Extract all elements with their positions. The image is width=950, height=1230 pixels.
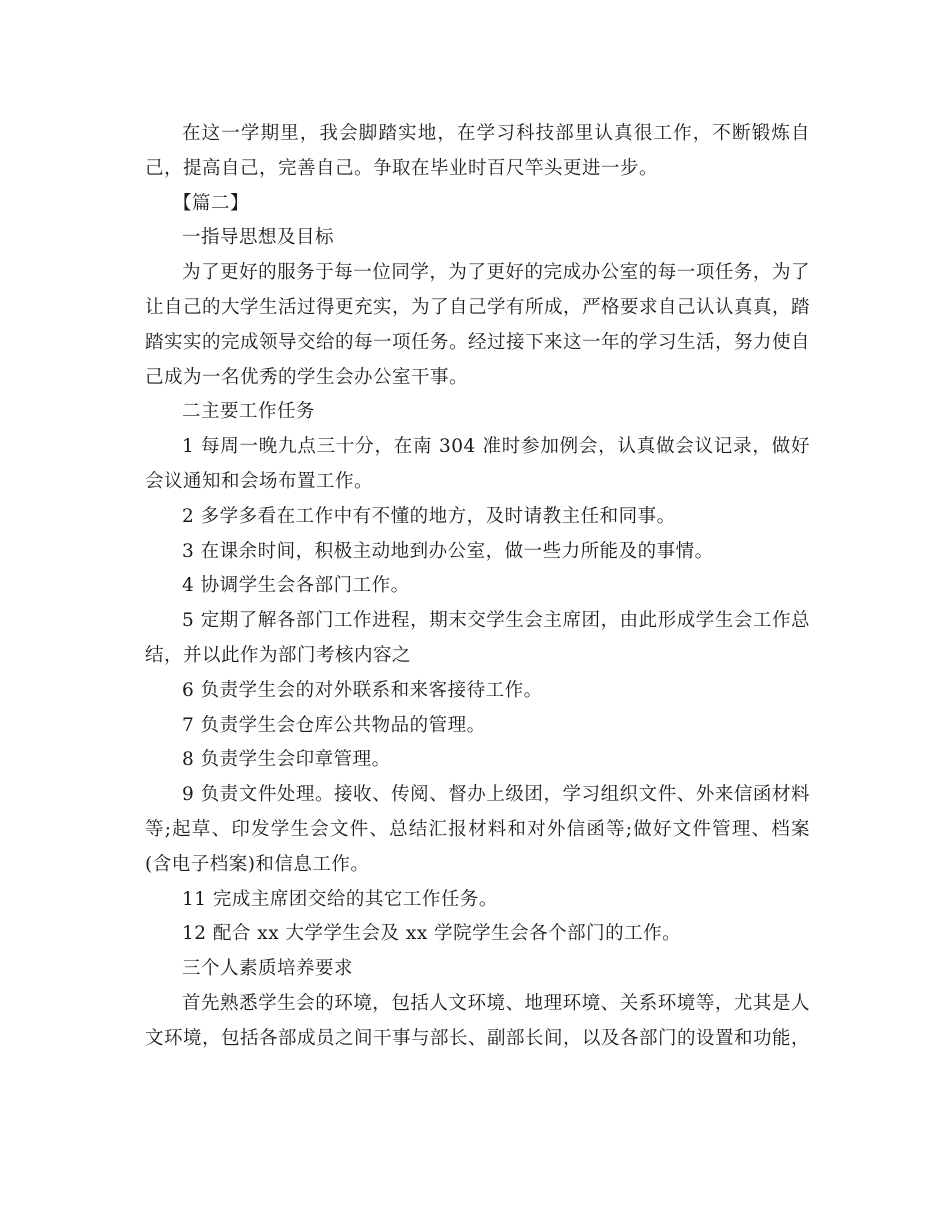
list-item-task-5: 5 定期了解各部门工作进程，期末交学生会主席团，由此形成学生会工作总结，并以此作为部门考核内容之 (145, 610, 810, 666)
document-body (145, 117, 810, 1057)
list-item-task-8: 8 负责学生会印章管理。 (182, 749, 391, 771)
list-item-task-12: 12 配合 xx 大学学生会及 xx 学院学生会各个部门的工作。 (182, 923, 682, 945)
list-item-task-3: 3 在课余时间，积极主动地到办公室，做一些力所能及的事情。 (182, 540, 714, 562)
list-item-task-4: 4 协调学生会各部门工作。 (182, 575, 410, 597)
list-item-task-6: 6 负责学生会的对外联系和来客接待工作。 (182, 679, 543, 701)
heading-guiding-ideology: 一指导思想及目标 (182, 227, 335, 249)
list-item-task-7: 7 负责学生会仓库公共物品的管理。 (182, 714, 486, 736)
list-item-task-2: 2 多学多看在工作中有不懂的地方，及时请教主任和同事。 (182, 505, 676, 527)
paragraph-environment: 首先熟悉学生会的环境，包括人文环境、地理环境、关系环境等，尤其是人文环境，包括各部成员之间干事与部长、副部长间，以及各部门的设置和功能， (145, 992, 811, 1049)
paragraph-semester-plan: 在这一学期里，我会脚踏实地，在学习科技部里认真很工作，不断锻炼自己，提高自己，完善自己。争取在毕业时百尺竿头更进一步。 (145, 123, 810, 179)
paragraph-goals: 为了更好的服务于每一位同学，为了更好的完成办公室的每一项任务，为了让自己的大学生活过得更充实，为了自己学有所成，严格要求自己认认真真，踏踏实实的完成领导交给的每一项任务。经过接下来这一年的学习生活，努力使自己成为一名优秀的学生会办公室干事。 (145, 262, 811, 388)
heading-personal-quality: 三个人素质培养要求 (182, 958, 354, 980)
heading-main-tasks: 二主要工作任务 (182, 401, 316, 423)
list-item-task-9: 9 负责文件处理。接收、传阅、督办上级团，学习组织文件、外来信函材料等;起草、印发学生会文件、总结汇报材料和对外信函等;做好文件管理、档案(含电子档案)和信息工作。 (145, 784, 810, 875)
list-item-task-1: 1 每周一晚九点三十分，在南 304 准时参加例会，认真做会议记录，做好会议通知和会场布置工作。 (145, 436, 810, 492)
list-item-task-11: 11 完成主席团交给的其它工作任务。 (182, 888, 498, 910)
section-title-part-two: 【篇二】 (173, 192, 250, 214)
